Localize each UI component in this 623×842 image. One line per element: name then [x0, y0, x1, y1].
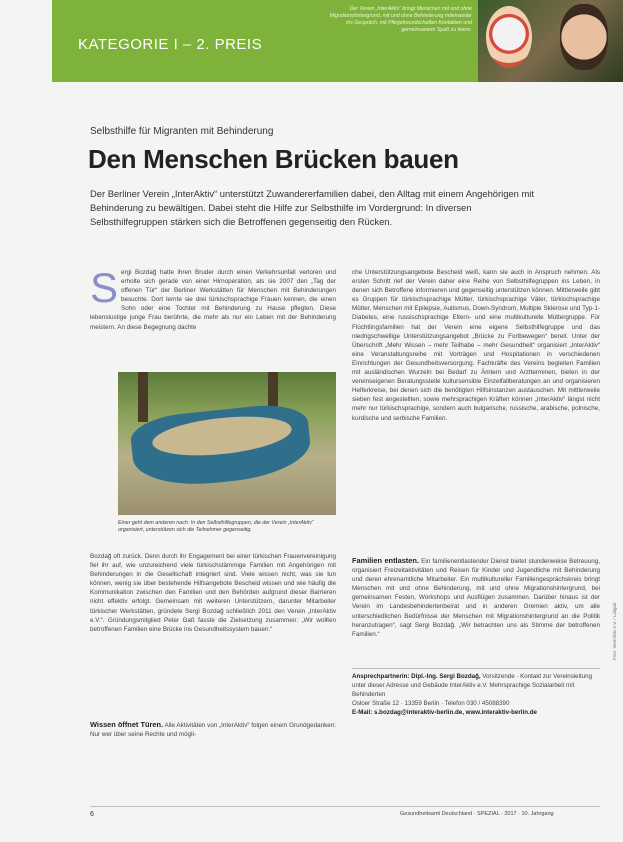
photo-caption: Einer geht dem anderen nach: In den Selbsthilfegruppen, die der Verein „InterAktiv“ organisiert, unterstützen sich die Teilnehmer gegenseitig.	[118, 520, 314, 534]
body-column-left-2: Bozdağ oft zurück. Denn durch ihr Engagement bei einer türkischen Frauenvereinigung fiel ihr auf, wie unzureichend viele türkischstämmige Familien mit Angehörigen mit Behinderungen in die Gesellschaft integriert sind. Viele wissen nicht, was sie tun können, wenig sie über bestehende Hilfsangebote Bescheid wissen und wie häufig die Kommunikation zwischen den Familien und den Behörden aufgrund dieser Barrieren nicht effektiv erfolgt. Gemeinsam mit weiteren Unterstützern, darunter Mitarbeiter türkischer Werkstätten, gründete Sergi Bozdağ schließlich 2011 den Verein „InterAktiv e.V.“. Gründungsmitglied Peter Gaß fasste die Zielsetzung zusammen: „Wir wollten betroffenen Familien eine Brücke ins Gesundheitssystem bauen.“	[90, 553, 336, 633]
article-lead: Der Berliner Verein „InterAktiv“ unterstützt Zuwandererfamilien dabei, den Alltag mit einem Angehörigen mit Behinderung zu bewältigen. Dabei steht die Hilfe zur Selbsthilfe im Vordergrund: In diversen Selbsthilfegruppen stärken sich die Betroffenen gegenseitig den Rücken.	[90, 188, 534, 227]
body-column-right-2	[352, 556, 600, 639]
section-heading: Wissen öffnet Türen.	[90, 720, 164, 729]
body-text: Alle Aktivitäten von „InterAktiv“ folgen einem Grundgedanken: Nur wer über seine Rechte und mögli-	[90, 722, 337, 739]
contact-name: Ansprechpartnerin: Dipl.-Ing. Sergi Bozdağ,	[352, 673, 481, 680]
article-title: Den Menschen Brücken bauen	[88, 144, 459, 174]
header-photo	[478, 0, 623, 82]
clown-face-image	[486, 6, 532, 68]
body-column-left-3	[90, 720, 336, 739]
contact-role: Vorsitzende · Kontakt zur Vereinsleitung unter dieser Adresse und Gebäude InterAktiv e.V. Mehrsprachige Sozialarbeit mit Behinderten	[352, 673, 593, 698]
section-heading: Familien entlasten.	[352, 556, 419, 565]
publication-footer: Gesundheitsamt Deutschland · SPEZIAL · 2017 · 10. Jahrgang	[400, 811, 554, 817]
contact-address: Osloer Straße 12 · 13359 Berlin · Telefon 030 / 45088390	[352, 700, 510, 707]
body-text: Ein familienentlastender Dienst bietet stundenweise Betreuung, organisiert Freizeitaktivitäten und Reisen für Kinder und Jugendliche mit Behinderung und deren ehrenamtliche Mitarbeiter. Ein multikultureller Familiengesprächskreis bringt Menschen mit und ohne Behinderung, mit und ohne Migrationshintergrund, bei gemeinsamen Festen, Workshops und Ausflügen zusammen. Darüber hinaus ist der Verein im Landesbehindertenbeirat und in anderen Gremien aktiv, um alle unterschiedlichen Bedürfnisse der Menschen mit Migrationshintergrund an die Politik heranzutragen“, sagt Sergi Bozdağ. „Wir betrachten uns als Stimme der betroffenen Familien.“	[352, 558, 600, 638]
footer-rule	[90, 806, 600, 807]
contact-email: E-Mail: s.bozdag@interaktiv-berlin.de, www.interaktiv-berlin.de	[352, 709, 537, 716]
body-column-right-1: che Unterstützungsangebote Bescheid weiß, kann sie auch in Anspruch nehmen. Als ersten Schritt rief der Verein daher eine Reihe von Selbsthilfegruppen ins Leben, in denen sich Betroffene informieren und gegenseitig unterstützen können. Mittlerweile gibt es Gruppen für türkischsprachige Mütter, türkischsprachige Väter, türkischsprachige Mütter, Menschen mit Epilepsie, Autismus, Down-Syndrom, Multiple Sklerose und Typ-1-Diabetes, eine russischsprachige Eltern- und eine multikulturelle Müttergruppe. Für Flüchtlingsfamilien hat der Verein eine eigene Selbsthilfegruppe und das niedrigschwellige Unterstützungsangebot „Brücke zu Fortbewegen“ bereit. Unter der Überschrift „Mehr Wissen – mehr Teilhabe – mehr Gesundheit“ organisiert „InterAktiv“ eine Veranstaltungsreihe mit Vorträgen und Hospitationen in verschiedenen Einrichtungen der Gesundheitsversorgung. Fachkräfte des Vereins begleiten Familien mit ausländischen Wurzeln bei Bedarf zu Ämtern und Arztterminen, bieten in der vereinseigenen Beratungsstelle kultursensible Einzelfallberatungen an und organisieren Helferkreise, bei denen sich die benötigten Hilfsinstanzen austauschen. Mit mittlerweile sieben fest angestellten, sowie mehrsprachigen Kräften können „InterAktiv“ längst nicht mehr nur türkischsprachige, sondern auch bulgarische, russische, arabische, polnische, kurdische und serbische Familien.	[352, 269, 600, 422]
contact-box	[352, 672, 600, 717]
woman-face-image	[560, 4, 608, 70]
contact-divider	[352, 668, 600, 669]
header-photo-caption: Der Verein „InterAktiv“ bringt Menschen mit und ohne Migrationshintergrund, mit und ohne Behinderung miteinander ins Gespräch, mit Pflegefreundschaften Kontakten und gemeinsamem Spaß zu feiern.	[329, 6, 472, 33]
body-text: ergi Bozdağ hatte ihren Bruder durch einen Verkehrsunfall verloren und erholte sich gerade von einer Hirnoperation, als sie 2007 den „Tag der offenen Tür“ der Berliner Werkstätten für Menschen mit Behinderungen besuchte. Dort lernte sie drei türkischsprachige Frauen kennen, die einen Sohn oder eine Tochter mit Behinderung zu Hause pflegten. Diese lebenslustige junge Frau berührte, die mehr als nur ein Leben mit der Behinderung meistern. An diese Begegnung dachte	[90, 269, 336, 331]
drop-cap: S	[90, 264, 119, 311]
body-column-left-1	[90, 264, 336, 332]
photo-credit: Foto: InterAktiv e.V. / Laligari	[612, 602, 617, 660]
article-kicker: Selbsthilfe für Migranten mit Behinderung	[90, 126, 274, 137]
tree-trunk	[138, 372, 148, 422]
article-photo	[118, 372, 336, 515]
category-label: KATEGORIE I – 2. PREIS	[78, 36, 263, 53]
page-number: 6	[90, 811, 94, 818]
